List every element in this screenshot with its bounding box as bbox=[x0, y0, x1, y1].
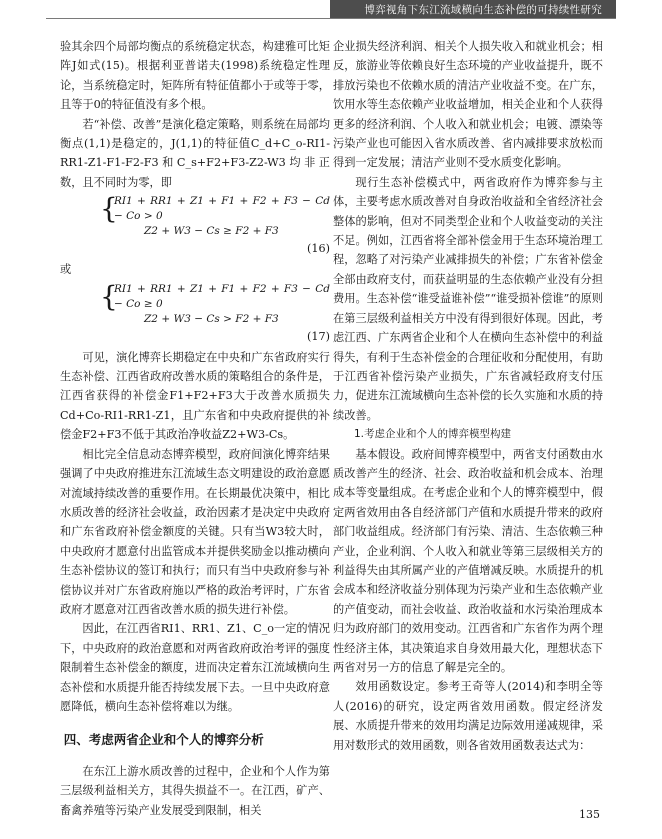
paragraph: 效用函数设定。参考王奇等人(2014)和李明全等人(2016)的研究，设定两省效用函数。假定经济发展、水质提升带来的效用均满足边际效用递减规律，采用对数形式的效用函数，则各省效用函数表达式为： bbox=[333, 680, 603, 752]
equation-17 bbox=[60, 280, 330, 348]
paragraph: 在东江上游水质改善的过程中，企业和个人作为第三层级利益相关方，其得失损益不一。在江西，矿产、畜禽养殖等污染产业发展受到限制，相关 bbox=[60, 764, 330, 817]
equation-number: (16) bbox=[307, 242, 330, 256]
right-column bbox=[333, 37, 603, 755]
equation-line: RI1 + RR1 + Z1 + F1 + F2 + F3 − Cd − Co ≥ 0 bbox=[114, 282, 330, 310]
equation-number: (17) bbox=[307, 329, 330, 343]
running-header bbox=[0, 0, 662, 18]
equation-line: Z2 + W3 − Cs ≥ F2 + F3 bbox=[144, 225, 279, 238]
paragraph: 企业损失经济利润、相关个人损失收入和就业机会；相反，旅游业等依赖良好生态环境的产业收益提升，既不排放污染也不依赖水质的清洁产业收益不变。在广东，饮用水等生态依赖产业收益增加，相关企业和个人获得更多的经济利润、个人收入和就业机会；电镀、漂染等污染产业也可能因入省水质改善、省内减排要求放松而得到一定发展；清洁产业则不受水质变化影响。 bbox=[333, 40, 603, 170]
equation-16 bbox=[60, 192, 330, 260]
paragraph: 可见，演化博弈长期稳定在中央和广东省政府实行生态补偿、江西省政府改善水质的策略组合的条件是，江西省获得的补偿金F1+F2+F3大于改善水质损失Cd+Co-RI1-RR1-Z1，且广东省和中央政府提供的补偿金F2+F3不低于其政治净收益Z2+W3-Cs。 bbox=[60, 350, 330, 442]
equation-brace: { bbox=[100, 192, 118, 226]
paragraph: 现行生态补偿模式中，两省政府作为博弈参与主体，主要考虑水质改善对自身政治收益和全省经济社会整体的影响，但对不同类型企业和个人收益变动的关注不足。例如，江西省将全部补偿金用于生态环境治理工程，忽略了对污染产业减排损失的补偿；广东省补偿金全部由政府支付，而获益明显的生态依赖产业没有分担费用。生态补偿“谁受益谁补偿”“谁受损补偿谁”的原则在第三层级利益相关方中没有得到很好体现。因此，考虑江西、广东两省企业和个人在横向生态补偿中的利益得失，有利于生态补偿金的合理征收和分配使用，有助于江西省补偿污染产业损失，广东省减轻政府支付压力，促进东江流域横向生态补偿的长久实施和水质的持续改善。 bbox=[333, 175, 603, 422]
paragraph: 或 bbox=[60, 263, 72, 277]
subsection-heading: 1.考虑企业和个人的博弈模型构建 bbox=[354, 428, 512, 441]
paragraph: 基本假设。政府间博弈模型中，两省支付函数由水质改善产生的经济、社会、政治收益和机会成本、治理成本等变量组成。在考虑企业和个人的博弈模型中，假定两省效用由各自经济部门产值和水质提升带来的政府部门收益组成。经济部门有污染、清洁、生态依赖三种产业，企业利润、个人收入和就业等第三层级相关方的利益得失由其所属产业的产值增减反映。水质提升的机会成本和经济收益分别体现为污染产业和生态依赖产业的产值变动，而社会收益、政治收益和水污染治理成本归为政府部门的效用变动。江西省和广东省作为两个理性经济主体，其决策追求自身效用最大化，理想状态下两省对另一方的信息了解是完全的。 bbox=[333, 447, 603, 674]
left-column bbox=[60, 37, 330, 820]
equation-line: Z2 + W3 − Cs > F2 + F3 bbox=[144, 312, 279, 325]
paragraph: 因此，在江西省RI1、RR1、Z1、C_o一定的情况下，中央政府的政治意愿和对两省政府政治考评的强度限制着生态补偿金的额度，进而决定着东江流域横向生态补偿和水质提升能否持续发展下去。一旦中央政府意愿降低，横向生态补偿将难以为继。 bbox=[60, 622, 330, 713]
journal-running-title: 博弈视角下东江流域横向生态补偿的可持续性研究 bbox=[364, 4, 602, 16]
equation-brace: { bbox=[100, 279, 118, 313]
section-heading: 四、考虑两省企业和个人的博弈分析 bbox=[63, 732, 264, 748]
paragraph: 验其余四个局部均衡点的系统稳定状态，构建雅可比矩阵J如式(15)。根据利亚普诺夫(1998)系统稳定性理论，当系统稳定时，矩阵所有特征值都小于或等于零，且等于0的特征值没有多个根。 bbox=[60, 40, 330, 112]
paragraph: 相比完全信息动态博弈模型，政府间演化博弈结果强调了中央政府推进东江流域生态文明建设的政治意愿对流域持续改善的重要作用。在长期最优决策中，相比水质改善的经济社会收益，政治因素才是决定中央政府和广东省政府补偿金额度的关键。只有当W3较大时，中央政府才愿意付出监管成本并提供奖励金以推动横向生态补偿协议的签订和执行；而只有当中央政府参与补偿协议并对广东省政府施以严格的政治考评时，广东省政府才愿意对江西省改善水质的损失进行补偿。 bbox=[60, 447, 330, 616]
equation-line: RI1 + RR1 + Z1 + F1 + F2 + F3 − Cd − Co > 0 bbox=[114, 195, 330, 223]
page-number: 135 bbox=[579, 808, 600, 821]
header-rule bbox=[46, 18, 616, 19]
paragraph: 若“补偿、改善”是演化稳定策略，则系统在局部均衡点(1,1)是稳定的，J(1,1)的特征值C_d+C_o-RI1-RR1-Z1-F1-F2-F3和C_s+F2+F3-Z2-W3均非正数，且不同时为零，即 bbox=[60, 117, 330, 189]
